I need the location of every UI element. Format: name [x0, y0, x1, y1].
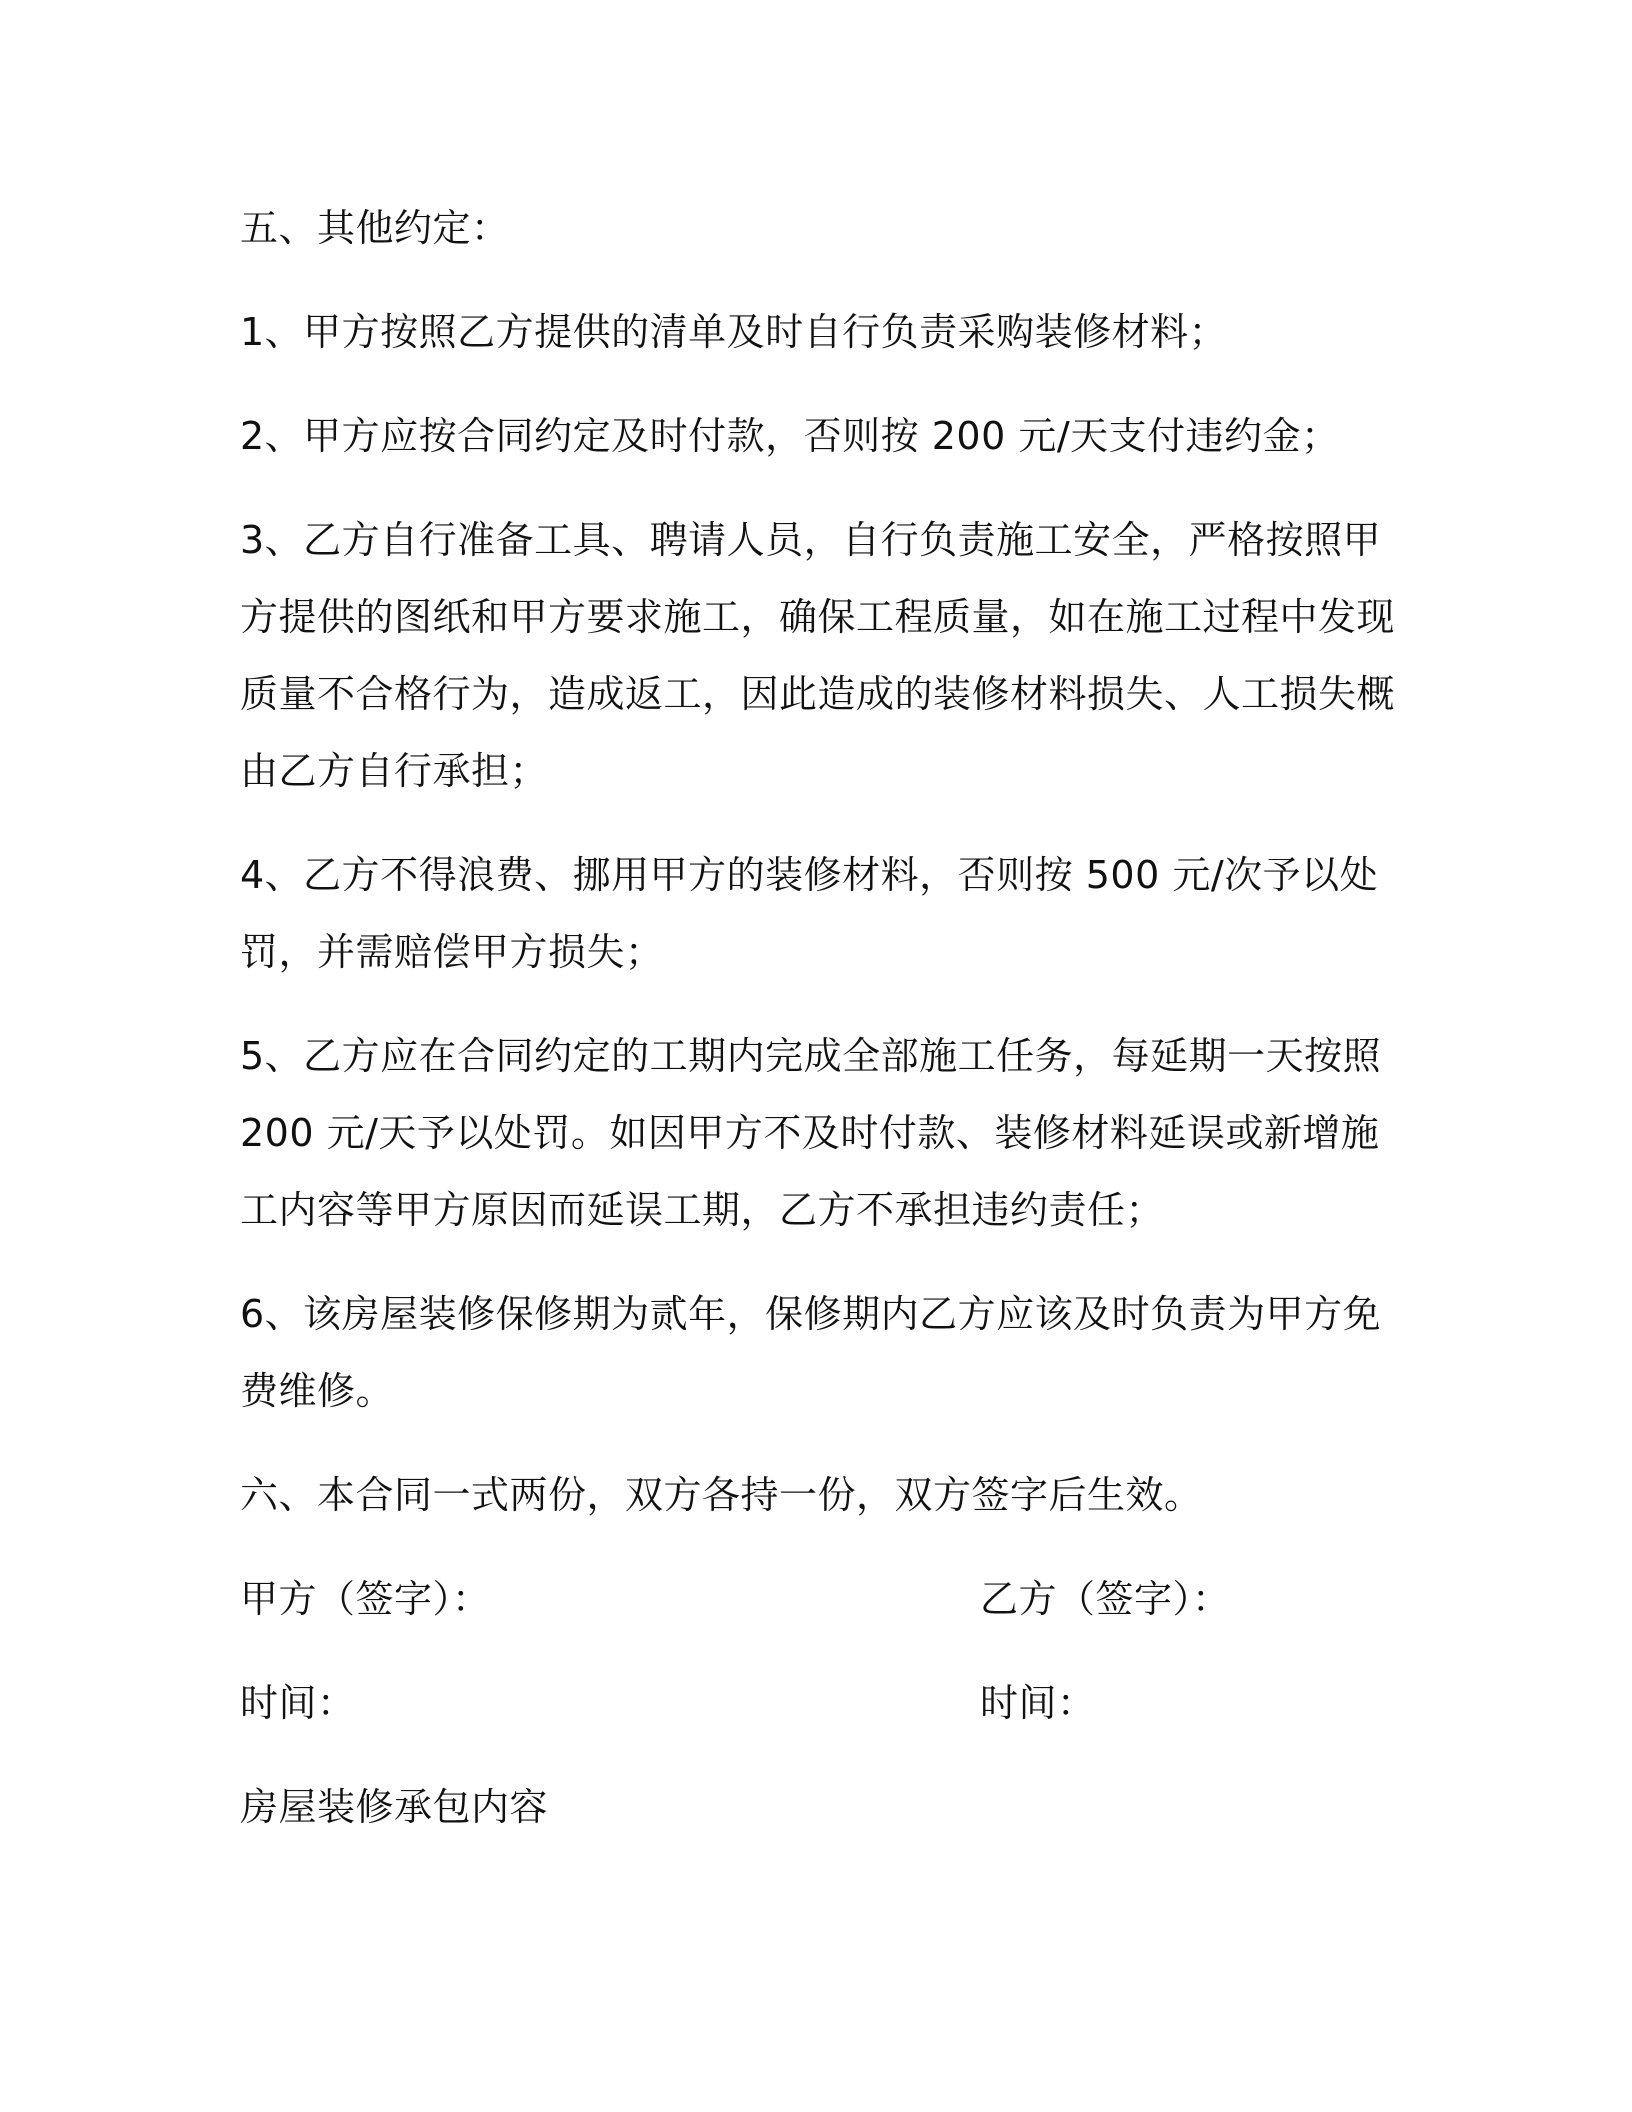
clause-6: 6、该房屋装修保修期为贰年，保修期内乙方应该及时负责为甲方免费维修。	[240, 1292, 1382, 1413]
party-a-time-label: 时间：	[240, 1681, 356, 1725]
party-a-signature-label: 甲方（签字）：	[240, 1577, 491, 1621]
clause-5: 5、乙方应在合同约定的工期内完成全部施工任务，每延期一天按照 200 元/天予以处罚。如因甲方不及时付款、装修材料延误或新增施工内容等甲方原因而延误工期，乙方不承担违约责任；	[240, 1034, 1382, 1232]
clause-3: 3、乙方自行准备工具、聘请人员，自行负责施工安全，严格按照甲方提供的图纸和甲方要求施工，确保工程质量，如在施工过程中发现质量不合格行为，造成返工，因此造成的装修材料损失、人工损失概由乙方自行承担；	[240, 518, 1396, 793]
party-b-time-label: 时间：	[980, 1681, 1096, 1725]
clause-2: 2、甲方应按合同约定及时付款，否则按 200 元/天支付违约金；	[240, 414, 1340, 458]
section-five-heading: 五、其他约定：	[240, 206, 510, 250]
signature-row	[240, 1561, 1400, 1638]
clause-4: 4、乙方不得浪费、挪用甲方的装修材料，否则按 500 元/次予以处罚，并需赔偿甲方损失；	[240, 853, 1379, 974]
clause-1: 1、甲方按照乙方提供的清单及时自行负责采购装修材料；	[240, 310, 1228, 354]
section-six: 六、本合同一式两份，双方各持一份，双方签字后生效。	[240, 1473, 1203, 1517]
party-b-signature-label: 乙方（签字）：	[980, 1577, 1231, 1621]
time-row	[240, 1665, 1400, 1742]
footer-title: 房屋装修承包内容	[240, 1785, 549, 1829]
document-body	[240, 190, 1400, 1873]
